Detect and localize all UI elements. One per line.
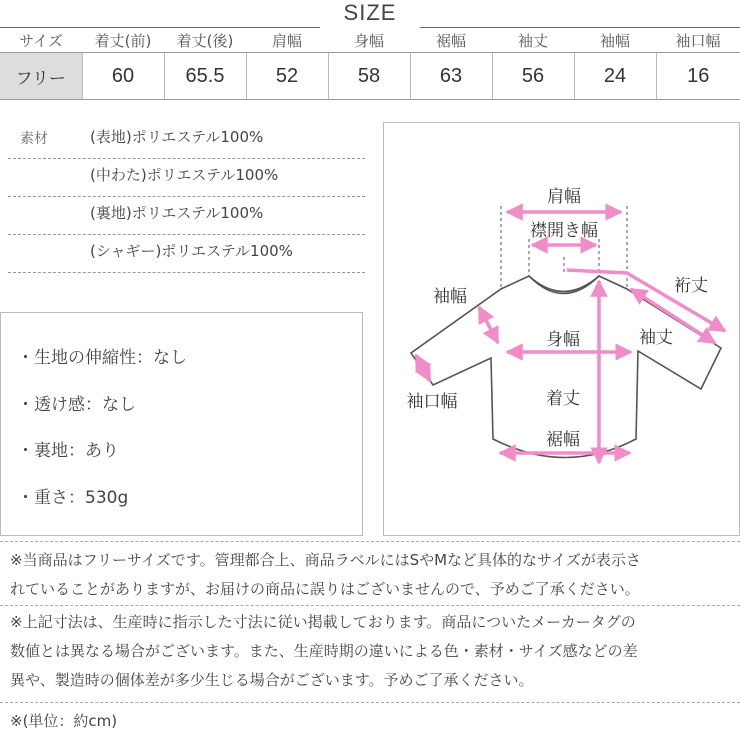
notes-rule-bottom <box>0 702 740 704</box>
material-row <box>8 120 365 159</box>
note-line: 数値とは異なる場合がございます。また、生産時期の違いによる色・素材・サイズ感などの差 <box>10 642 638 660</box>
spec-stretch: ・生地の伸縮性：なし <box>17 348 187 368</box>
size-table <box>0 28 740 100</box>
label-body-width: 身幅 <box>546 330 580 350</box>
size-cell: フリー <box>0 53 82 100</box>
table-cell: 24 <box>574 53 656 100</box>
garment-diagram <box>383 122 740 536</box>
spec-sheer: ・透け感：なし <box>17 395 136 415</box>
table-cell: 58 <box>328 53 410 100</box>
header-shoulder: 肩幅 <box>271 31 302 50</box>
table-cell: 52 <box>246 53 328 100</box>
size-table-header-row <box>0 28 740 53</box>
label-cuff: 袖口幅 <box>406 392 458 412</box>
table-cell: 56 <box>492 53 574 100</box>
table-cell: 16 <box>656 53 740 100</box>
material-item: (シャギー)ポリエステル100% <box>90 242 293 260</box>
table-row <box>0 53 740 100</box>
label-sleeve-width: 袖幅 <box>433 287 467 307</box>
note-line: ※上記寸法は、生産時に指示した寸法に従い掲載しております。商品についたメーカータグの <box>10 613 636 631</box>
label-sleeve-length: 袖丈 <box>639 328 673 348</box>
spec-lining: ・裏地：あり <box>17 441 119 461</box>
material-label: 素材 <box>20 131 48 147</box>
header-cuff-width: 袖口幅 <box>675 31 721 50</box>
material-item: (裏地)ポリエステル100% <box>90 204 264 222</box>
header-sleeve-width: 袖幅 <box>599 31 630 50</box>
material-row <box>8 158 365 197</box>
material-item: (表地)ポリエステル100% <box>90 128 264 146</box>
material-item: (中わた)ポリエステル100% <box>90 166 279 184</box>
note-free-size <box>10 546 641 604</box>
notes-rule-middle <box>0 605 740 607</box>
spec-weight: ・重さ：530g <box>17 488 129 508</box>
note-line: 異や、製造時の個体差が多少生じる場合がございます。予めご了承ください。 <box>10 671 534 689</box>
notes-rule-top <box>0 541 740 543</box>
header-hem-width: 裾幅 <box>435 31 466 50</box>
label-yuki: 裄丈 <box>674 276 708 296</box>
label-hem: 裾幅 <box>546 430 580 450</box>
header-sleeve-length: 袖丈 <box>517 31 548 50</box>
unit-note: ※(単位：約cm) <box>10 712 118 730</box>
header-length-back: 着丈(後) <box>176 31 234 50</box>
label-shoulder: 肩幅 <box>547 187 581 207</box>
table-cell: 65.5 <box>164 53 246 100</box>
note-measurement <box>10 608 638 695</box>
label-neck: 襟開き幅 <box>530 221 598 241</box>
spec-box <box>0 312 363 536</box>
table-cell: 60 <box>82 53 164 100</box>
size-title: SIZE <box>343 0 397 25</box>
note-line: れていることがありますが、お届けの商品に誤りはございませんので、予めご了承ください。 <box>10 580 640 598</box>
note-line: ※当商品はフリーサイズです。管理都合上、商品ラベルにはSやMなど具体的なサイズが表示さ <box>10 551 641 569</box>
material-row <box>8 196 365 235</box>
header-body-width: 身幅 <box>353 31 384 50</box>
header-size: サイズ <box>19 31 63 50</box>
label-length: 着丈 <box>546 389 580 409</box>
table-cell: 63 <box>410 53 492 100</box>
material-row <box>8 234 365 273</box>
header-length-front: 着丈(前) <box>94 31 152 50</box>
garment-diagram-svg <box>384 123 739 535</box>
